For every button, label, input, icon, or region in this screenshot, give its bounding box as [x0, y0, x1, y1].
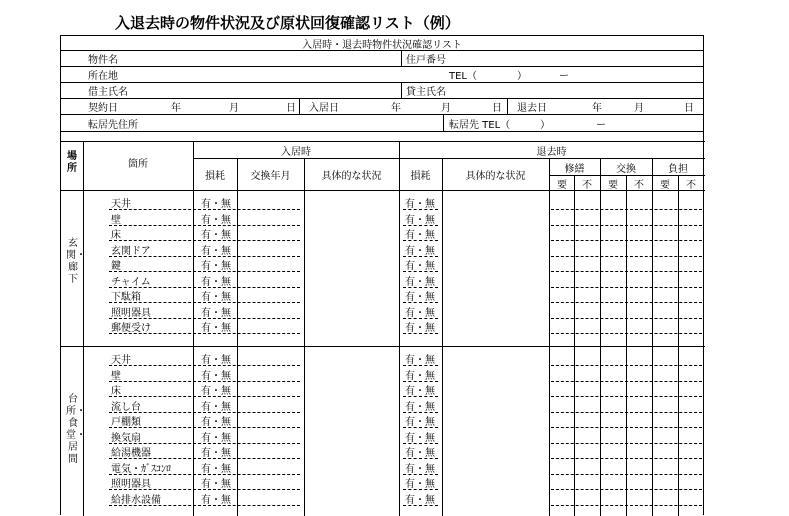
- new-address-label: 転居先住所: [88, 119, 138, 131]
- move-in-day: 日: [492, 103, 502, 114]
- landlord-name-label: 貸主氏名: [406, 87, 446, 98]
- need-col-5: 不: [686, 180, 696, 191]
- repair-header: 修繕: [564, 164, 585, 175]
- move-out-month: 月: [634, 103, 644, 114]
- item-label: 床: [111, 230, 121, 241]
- move-in-header: 入居時: [281, 147, 311, 158]
- move-out-mark[interactable]: 有・無: [405, 230, 435, 241]
- move-out-mark[interactable]: 有・無: [405, 386, 435, 397]
- move-in-mark[interactable]: 有・無: [201, 323, 231, 334]
- new-tel-label: 転居先 TEL（ ）: [449, 119, 551, 131]
- dates-row: [61, 99, 703, 115]
- move-in-mark[interactable]: 有・無: [201, 214, 231, 226]
- move-in-mark[interactable]: 有・無: [201, 463, 231, 475]
- item-label: 電気・ｶﾞｽｺﾝﾛ: [111, 463, 171, 475]
- move-out-year: 年: [592, 103, 602, 114]
- sheet-title-row: [61, 36, 703, 51]
- replace-year-header: 交換年月: [250, 171, 291, 182]
- move-out-header: 退去時: [536, 147, 567, 158]
- move-in-mark[interactable]: 有・無: [201, 432, 231, 444]
- item-label: チャイム: [111, 276, 151, 288]
- tel-dash: ー: [559, 71, 569, 82]
- address-row: [61, 67, 703, 83]
- new-address-row: [61, 115, 703, 132]
- move-in-month: 月: [441, 103, 451, 114]
- move-out-mark[interactable]: 有・無: [405, 417, 435, 428]
- place-header: 場所: [67, 151, 77, 174]
- move-out-mark[interactable]: 有・無: [405, 245, 435, 257]
- burden-header: 負担: [668, 164, 688, 175]
- item-label: 給排水設備: [111, 494, 161, 506]
- move-out-mark[interactable]: 有・無: [405, 355, 435, 366]
- need-col-0: 要: [557, 180, 567, 191]
- need-col-3: 不: [634, 180, 644, 191]
- move-in-damage-header: 損耗: [205, 171, 225, 182]
- tenant-row: [61, 83, 703, 99]
- move-out-mark[interactable]: 有・無: [405, 401, 435, 413]
- move-in-mark[interactable]: 有・無: [201, 292, 231, 303]
- unit-number-label: 住戸番号: [406, 55, 446, 66]
- contract-day: 日: [286, 103, 296, 114]
- move-in-mark[interactable]: 有・無: [201, 307, 231, 319]
- move-in-mark[interactable]: 有・無: [201, 199, 231, 210]
- move-out-mark[interactable]: 有・無: [405, 292, 435, 303]
- contract-year: 年: [171, 103, 181, 114]
- checklist-sheet: [60, 35, 704, 515]
- move-in-details-header: 具体的な状況: [321, 171, 382, 182]
- move-out-mark[interactable]: 有・無: [405, 370, 435, 382]
- move-out-mark[interactable]: 有・無: [405, 494, 435, 506]
- move-out-mark[interactable]: 有・無: [405, 479, 435, 490]
- section-name: 台所・食堂・居間: [66, 394, 86, 465]
- item-label: 戸棚類: [111, 417, 141, 428]
- contract-month: 月: [229, 103, 239, 114]
- move-in-mark[interactable]: 有・無: [201, 448, 231, 459]
- move-out-mark[interactable]: 有・無: [405, 199, 435, 210]
- item-label: 給湯機器: [111, 448, 151, 459]
- move-in-mark[interactable]: 有・無: [201, 245, 231, 257]
- item-label: 郵便受け: [111, 323, 151, 334]
- move-out-day: 日: [684, 103, 694, 114]
- move-in-mark[interactable]: 有・無: [201, 261, 231, 272]
- exchange-header: 交換: [616, 164, 636, 175]
- move-out-mark[interactable]: 有・無: [405, 463, 435, 475]
- table-border: [61, 141, 705, 142]
- move-out-mark[interactable]: 有・無: [405, 261, 435, 272]
- section-name: 玄関・廊下: [66, 238, 86, 285]
- move-out-mark[interactable]: 有・無: [405, 432, 435, 444]
- item-label: 下駄箱: [111, 292, 141, 303]
- address-label: 所在地: [88, 71, 118, 82]
- move-in-mark[interactable]: 有・無: [201, 355, 231, 366]
- item-label: 天井: [111, 199, 131, 210]
- item-label: 照明器具: [111, 479, 151, 490]
- property-row: [61, 51, 703, 67]
- page-title: 入退去時の物件状況及び原状回復確認リスト（例）: [115, 14, 460, 32]
- item-label: 換気扇: [111, 432, 141, 444]
- item-label: 鍵: [111, 261, 121, 272]
- tenant-name-label: 借主氏名: [88, 87, 128, 98]
- item-label: 流し台: [111, 401, 141, 413]
- move-out-mark[interactable]: 有・無: [405, 323, 435, 334]
- sheet-title: 入居時・退去時物件状況確認リスト: [302, 39, 462, 51]
- move-out-mark[interactable]: 有・無: [405, 214, 435, 226]
- move-in-mark[interactable]: 有・無: [201, 370, 231, 382]
- move-out-mark[interactable]: 有・無: [405, 276, 435, 288]
- contract-date-label: 契約日: [88, 103, 118, 114]
- item-label: 玄関ドア: [111, 245, 151, 257]
- tel-label: TEL（ ）: [449, 71, 527, 82]
- need-col-4: 要: [660, 180, 670, 191]
- move-out-damage-header: 損耗: [410, 171, 431, 182]
- item-label: 壁: [111, 370, 121, 382]
- need-col-2: 要: [608, 180, 618, 191]
- move-in-mark[interactable]: 有・無: [201, 494, 231, 506]
- move-out-mark[interactable]: 有・無: [405, 307, 435, 319]
- move-in-mark[interactable]: 有・無: [201, 386, 231, 397]
- item-label: 天井: [111, 355, 131, 366]
- item-label: 照明器具: [111, 307, 151, 319]
- item-label: 床: [111, 386, 121, 397]
- move-in-mark[interactable]: 有・無: [201, 276, 231, 288]
- move-out-date-label: 退去日: [517, 103, 547, 114]
- move-in-mark[interactable]: 有・無: [201, 401, 231, 413]
- move-out-mark[interactable]: 有・無: [405, 448, 435, 459]
- move-in-date-label: 入居日: [309, 103, 339, 114]
- move-in-mark[interactable]: 有・無: [201, 417, 231, 428]
- item-label: 壁: [111, 214, 121, 226]
- move-in-year: 年: [391, 103, 401, 114]
- need-col-1: 不: [582, 180, 592, 191]
- move-in-mark[interactable]: 有・無: [201, 479, 231, 490]
- property-name-label: 物件名: [88, 55, 118, 66]
- move-in-mark[interactable]: 有・無: [201, 230, 231, 241]
- new-tel-dash: ー: [596, 119, 606, 131]
- move-out-details-header: 具体的な状況: [465, 171, 526, 182]
- location-header: 箇所: [128, 159, 148, 170]
